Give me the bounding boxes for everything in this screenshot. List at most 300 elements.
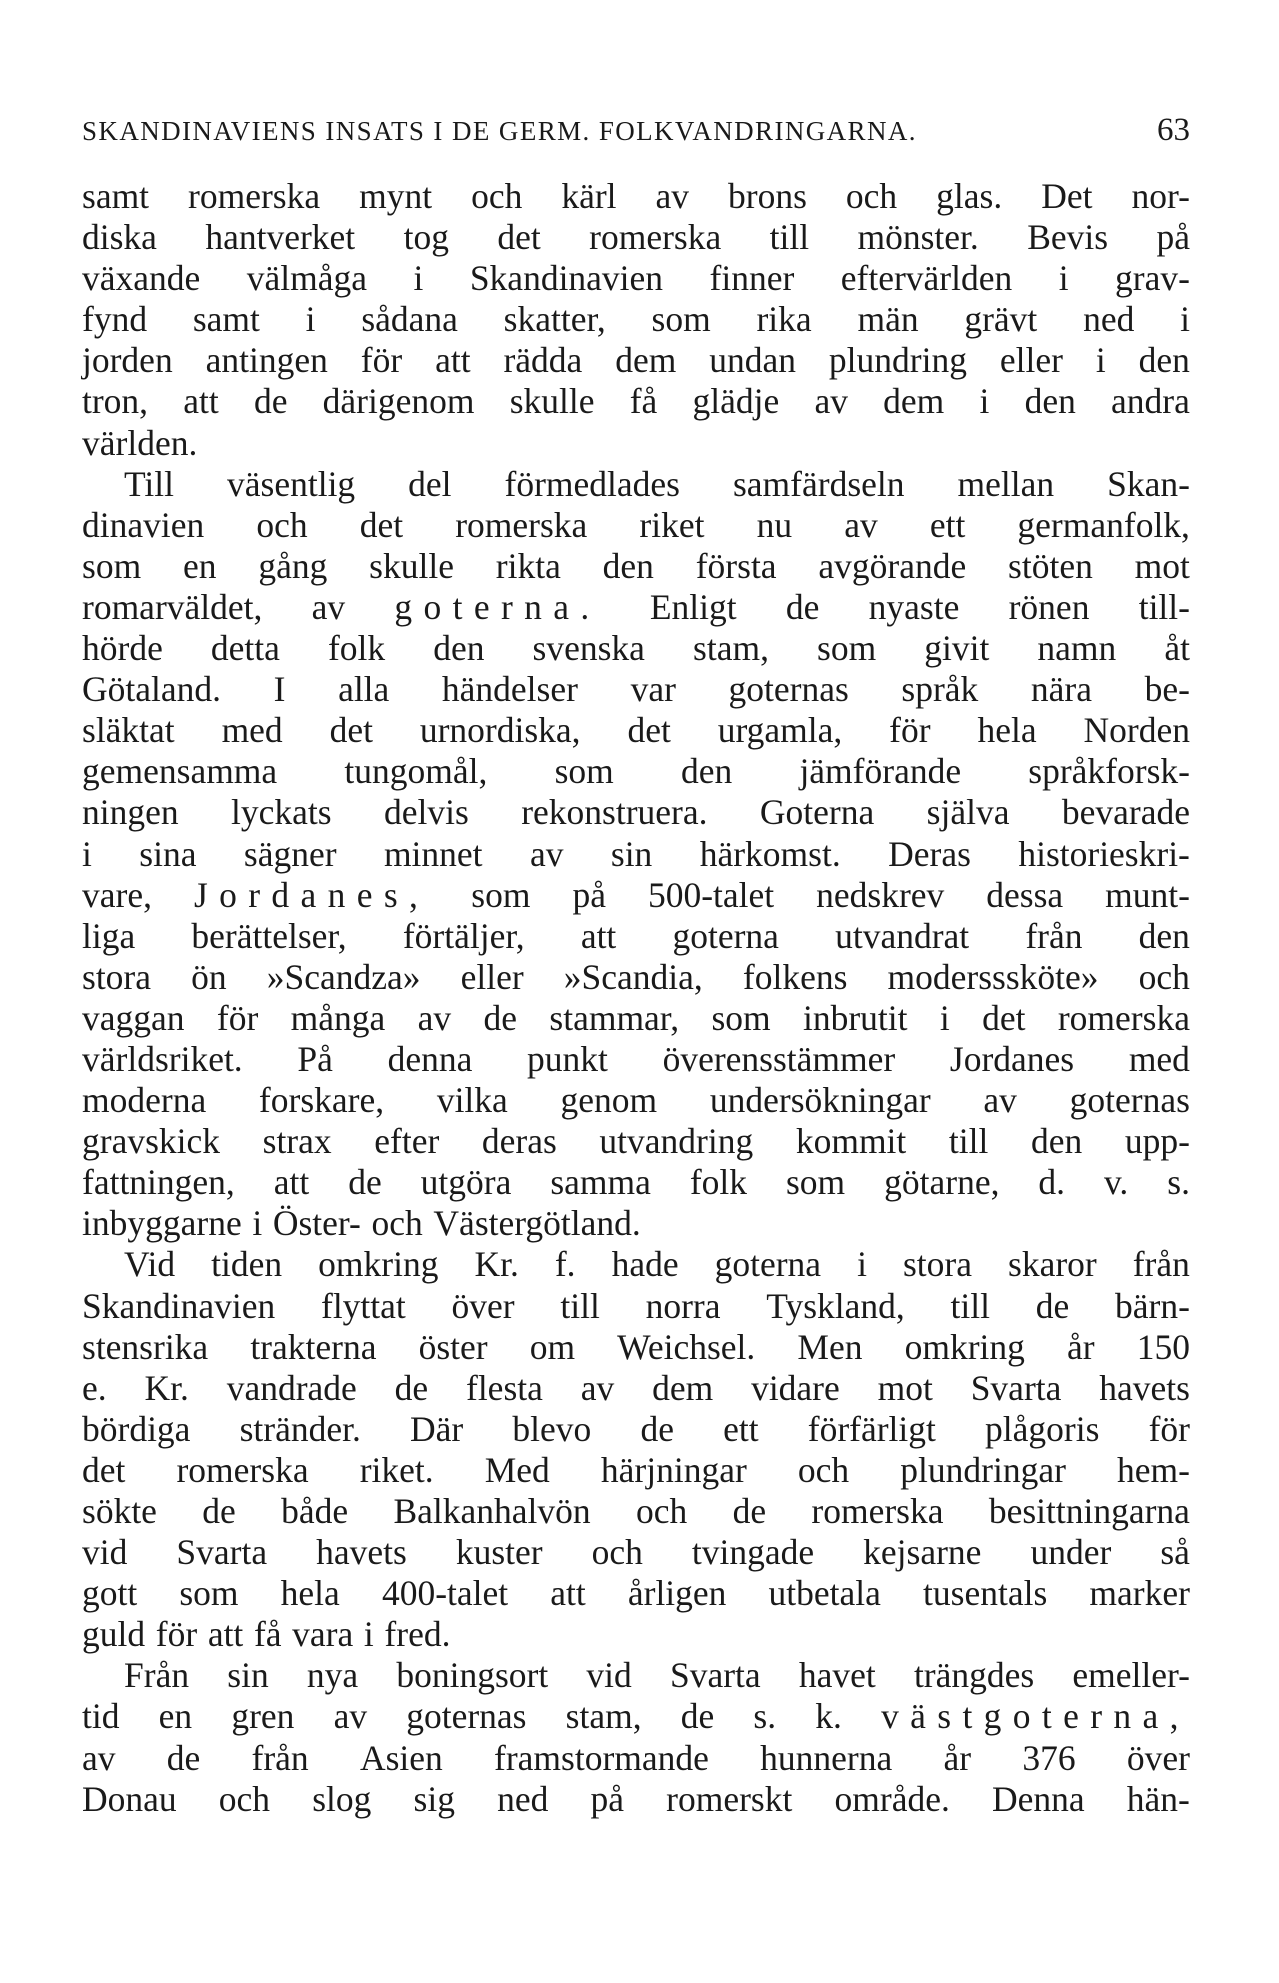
word: andra — [1111, 381, 1190, 422]
word: och — [218, 1778, 271, 1819]
word: gott — [82, 1573, 138, 1614]
word: världsriket. — [82, 1038, 243, 1079]
word: plundringar — [900, 1449, 1066, 1490]
word: eftervärlden — [840, 258, 1013, 299]
word: goternas — [1069, 1080, 1190, 1121]
word: rekonstruera. — [521, 792, 708, 833]
word: urnordiska, — [419, 710, 581, 751]
word: sökte — [82, 1491, 157, 1531]
text-line — [82, 792, 1190, 833]
word: från — [1132, 1244, 1190, 1285]
word: trakterna — [250, 1326, 377, 1367]
word: för — [155, 1614, 198, 1655]
word: dessa — [986, 874, 1064, 915]
text-line — [82, 1162, 1190, 1203]
word: tusentals — [923, 1573, 1048, 1614]
word: för — [360, 340, 403, 381]
word: havets — [1099, 1367, 1190, 1408]
word: goternas — [406, 1696, 527, 1737]
word: guld — [82, 1614, 146, 1655]
word: skatter, — [503, 299, 606, 340]
text-line — [82, 1244, 1190, 1285]
text-line — [82, 1655, 1190, 1696]
word: skulle — [369, 545, 454, 586]
word: och — [591, 1532, 643, 1573]
word: 400-talet — [381, 1573, 509, 1614]
text-line — [82, 669, 1190, 710]
word: en — [183, 545, 217, 586]
word: både — [281, 1491, 349, 1531]
word: Kr. — [144, 1367, 189, 1408]
word: Tyskland, — [766, 1285, 905, 1326]
word: i — [305, 299, 316, 340]
word: den — [1138, 915, 1190, 956]
word: detta — [210, 628, 280, 669]
word: med — [1128, 1038, 1190, 1079]
word: forskare, — [258, 1080, 385, 1121]
word: Asien — [359, 1737, 443, 1778]
word: första — [695, 545, 777, 586]
word: utvandrat — [835, 915, 970, 956]
word: Donau — [82, 1778, 177, 1819]
word: historieskri- — [1018, 833, 1190, 874]
word: stam, — [565, 1696, 642, 1737]
word: språkforsk- — [1028, 751, 1190, 792]
word: som — [651, 299, 711, 340]
word: flyttat — [321, 1285, 406, 1326]
word: de — [253, 381, 288, 422]
book-page — [82, 112, 1190, 1820]
word: Från — [124, 1655, 190, 1696]
word: i — [1180, 299, 1190, 340]
word: svenska — [532, 628, 645, 669]
word: av — [417, 997, 452, 1038]
word: delvis — [384, 792, 469, 833]
word: i — [857, 1244, 867, 1285]
word: i — [1095, 340, 1106, 381]
word: Jordanes — [949, 1038, 1075, 1079]
word: vidare — [751, 1367, 840, 1408]
text-line — [82, 875, 1190, 916]
word: folk — [689, 1162, 748, 1203]
running-head — [82, 112, 1190, 162]
word: de — [483, 997, 518, 1038]
word: hade — [611, 1244, 679, 1285]
word: tungomål, — [344, 751, 488, 792]
word: av — [82, 1737, 116, 1778]
word: område. — [834, 1778, 950, 1819]
word: till- — [1138, 586, 1190, 627]
word: av — [529, 833, 564, 874]
word: boningsort — [396, 1655, 549, 1696]
word: inbyggarne — [82, 1203, 242, 1244]
word: släktat — [82, 710, 175, 751]
text-line — [82, 546, 1190, 587]
word: och — [797, 1449, 850, 1490]
text-line — [82, 1614, 1190, 1655]
word: lyckats — [231, 792, 332, 833]
word: hän- — [1126, 1778, 1190, 1819]
word: stensrika — [82, 1326, 209, 1367]
word: »Scandia, — [563, 956, 703, 997]
word: Bevis — [1027, 217, 1109, 258]
word: vare, — [82, 874, 152, 915]
word: romerskt — [666, 1778, 793, 1819]
text-line — [82, 587, 1190, 628]
word: och — [1138, 956, 1190, 997]
word: mönster. — [857, 217, 979, 258]
word: av — [580, 1367, 615, 1408]
word: öster — [418, 1326, 488, 1367]
word: var — [630, 669, 676, 710]
text-line — [82, 340, 1190, 381]
word: sägner — [243, 833, 337, 874]
word: plundring — [828, 340, 967, 381]
word: skaror — [1008, 1244, 1097, 1285]
word: götarne, — [884, 1162, 1000, 1203]
word: ned — [497, 1778, 549, 1819]
text-line — [82, 1491, 1190, 1532]
word: finner — [709, 258, 795, 299]
word: utbetala — [768, 1573, 881, 1614]
word: givit — [924, 628, 990, 669]
text-line — [82, 1738, 1190, 1779]
running-title: SKANDINAVIENS INSATS I DE GERM. FOLKVANDRINGARNA. — [82, 116, 917, 146]
word: 150 — [1136, 1326, 1190, 1367]
word: stöten — [1008, 545, 1093, 586]
word: år — [1067, 1326, 1095, 1367]
word: ett — [723, 1408, 759, 1449]
word: stora — [82, 956, 152, 997]
word: flesta — [466, 1367, 543, 1408]
word: brons — [728, 176, 807, 216]
word: de — [732, 1491, 767, 1531]
word: Till — [124, 463, 175, 504]
word: rädda — [503, 340, 583, 381]
text-line — [82, 381, 1190, 422]
word: samfärdseln — [732, 463, 905, 504]
word: riket — [639, 504, 705, 545]
word: samma — [550, 1162, 651, 1203]
word: de — [1035, 1285, 1070, 1326]
word: de — [348, 1162, 382, 1203]
word: slog — [312, 1778, 372, 1819]
word: till — [948, 1121, 989, 1162]
word: fattningen, — [82, 1162, 235, 1203]
word: vid — [82, 1532, 128, 1573]
word: det — [359, 504, 404, 545]
word: mot — [1134, 545, 1190, 586]
word: Skan- — [1107, 463, 1190, 504]
word: den — [1030, 1121, 1083, 1162]
text-line — [82, 998, 1190, 1039]
word: inbrutit — [803, 997, 908, 1038]
word: nor- — [1131, 176, 1190, 216]
word: diska — [82, 217, 157, 258]
text-line — [82, 1203, 1190, 1244]
text-line — [82, 423, 1190, 464]
word: strax — [262, 1121, 332, 1162]
word: berättelser, — [191, 915, 347, 956]
word: kärl — [561, 176, 617, 216]
word: Götaland. — [82, 669, 222, 710]
word: goterna — [672, 915, 779, 956]
text-line — [82, 1450, 1190, 1491]
word: nedskrev — [816, 874, 945, 915]
text-line — [82, 1121, 1190, 1162]
word: romerska — [1057, 997, 1190, 1038]
word: den — [433, 628, 485, 669]
word: Men — [797, 1326, 863, 1367]
emphasized-word: goterna. — [394, 586, 601, 627]
word: de — [394, 1367, 429, 1408]
word: sig — [413, 1778, 455, 1819]
word: hem- — [1117, 1449, 1190, 1490]
word: på — [572, 874, 606, 915]
word: gemensamma — [82, 751, 278, 792]
word: i — [363, 1614, 374, 1655]
word: händelser — [441, 669, 578, 710]
word: hunnerna — [760, 1737, 893, 1778]
word: som — [817, 628, 877, 669]
word: romarväldet, — [82, 586, 263, 627]
word: sina — [139, 833, 197, 874]
word: deras — [481, 1121, 557, 1162]
word: Med — [484, 1449, 550, 1490]
word: rika — [756, 299, 812, 340]
word: och — [845, 176, 898, 216]
word: romerska — [589, 217, 722, 258]
word: de — [640, 1408, 674, 1449]
word: eller — [999, 340, 1063, 381]
word: tiden — [211, 1244, 283, 1285]
word: få — [629, 381, 658, 422]
word: att — [580, 915, 617, 956]
word: samt — [82, 176, 150, 216]
word: tog — [403, 217, 449, 258]
text-line — [82, 176, 1190, 217]
word: förtäljer, — [402, 915, 525, 956]
text-line — [82, 834, 1190, 875]
word: Svarta — [970, 1367, 1062, 1408]
text-line — [82, 751, 1190, 792]
word: vilka — [436, 1080, 508, 1121]
word: som — [554, 751, 614, 792]
word: dinavien — [82, 504, 205, 545]
text-line — [82, 464, 1190, 505]
word: i — [979, 381, 990, 422]
word: urgamla, — [717, 710, 843, 751]
text-line — [82, 710, 1190, 751]
word: Det — [1041, 176, 1093, 216]
word: folk — [327, 628, 386, 669]
word: mynt — [359, 176, 433, 216]
word: Skandinavien — [82, 1285, 276, 1326]
word: namn — [1037, 628, 1117, 669]
text-line — [82, 628, 1190, 669]
word: stora — [902, 1244, 972, 1285]
word: världen. — [82, 422, 198, 463]
word: sådana — [361, 299, 458, 340]
word: be- — [1144, 669, 1190, 710]
word: förfärligt — [807, 1408, 936, 1449]
word: som — [179, 1573, 239, 1614]
word: hörde — [82, 628, 163, 669]
word: Kr. — [474, 1244, 519, 1285]
word: omkring — [318, 1244, 439, 1285]
word: omkring — [904, 1326, 1025, 1367]
word: för — [889, 710, 931, 751]
word: som — [785, 1162, 846, 1203]
word: Denna — [991, 1778, 1085, 1819]
word: välmåga — [246, 258, 367, 299]
word: vaggan — [82, 997, 185, 1038]
word: v. — [1103, 1162, 1129, 1203]
word: tron, — [82, 381, 149, 422]
word: av — [983, 1080, 1017, 1121]
word: Skandinavien — [469, 258, 664, 299]
word: kommit — [795, 1121, 907, 1162]
word: undan — [709, 340, 797, 381]
word: stränder. — [239, 1408, 361, 1449]
word: Öster- — [272, 1203, 361, 1244]
word: hela — [977, 710, 1037, 751]
word: nu — [756, 504, 793, 545]
word: efter — [374, 1121, 440, 1162]
word: härkomst. — [699, 833, 841, 874]
word: det — [329, 710, 373, 751]
word: romerska — [188, 176, 321, 216]
word: kuster — [455, 1532, 543, 1573]
word: kejsarne — [863, 1532, 982, 1573]
word: Deras — [888, 833, 971, 874]
word: romerska — [455, 504, 588, 545]
page-number: 63 — [1157, 112, 1190, 148]
word: stam, — [693, 628, 769, 669]
word: fred. — [384, 1614, 451, 1655]
word: över — [1126, 1737, 1190, 1778]
text-line — [82, 1080, 1190, 1121]
word: i — [939, 997, 950, 1038]
word: och — [256, 504, 308, 545]
word: glas. — [936, 176, 1003, 216]
word: dem — [652, 1367, 714, 1408]
text-line — [82, 217, 1190, 258]
word: det — [497, 217, 541, 258]
word: d. — [1038, 1162, 1066, 1203]
word: tid — [82, 1696, 120, 1737]
word: del — [408, 463, 452, 504]
word: norra — [645, 1285, 721, 1326]
word: män — [857, 299, 919, 340]
word: grav- — [1115, 258, 1190, 299]
word: Goterna — [759, 792, 875, 833]
word: emeller- — [1072, 1655, 1190, 1696]
word: hela — [280, 1573, 340, 1614]
word: minnet — [383, 833, 483, 874]
word: vara — [292, 1614, 354, 1655]
word: dem — [615, 340, 677, 381]
word: väsentlig — [227, 463, 356, 504]
word: över — [451, 1285, 515, 1326]
word: Enligt — [649, 586, 737, 627]
word: tvingade — [691, 1532, 815, 1573]
word: munt- — [1105, 874, 1190, 915]
word: med — [221, 710, 283, 751]
word: utgöra — [420, 1162, 512, 1203]
word: modersssköte» — [887, 956, 1099, 997]
word: På — [297, 1038, 333, 1079]
word: som — [471, 874, 531, 915]
word: besittningarna — [988, 1491, 1190, 1531]
word: sin — [227, 1655, 269, 1696]
word: och — [635, 1491, 688, 1531]
word: Norden — [1083, 710, 1190, 751]
word: växande — [82, 258, 201, 299]
text-line — [82, 1573, 1190, 1614]
word: språk — [901, 669, 979, 710]
word: bevarade — [1061, 792, 1190, 833]
word: rikta — [495, 545, 561, 586]
word: Svarta — [176, 1532, 268, 1573]
emphasized-word: västgoterna, — [881, 1696, 1190, 1737]
word: gren — [231, 1696, 295, 1737]
word: av — [814, 381, 848, 422]
word: om — [529, 1326, 576, 1367]
word: som — [711, 997, 771, 1038]
word: 376 — [1022, 1737, 1076, 1778]
word: att — [183, 381, 219, 422]
word: till — [769, 217, 810, 258]
word: utvandring — [599, 1121, 754, 1162]
text-line — [82, 1409, 1190, 1450]
word: den — [1138, 340, 1190, 381]
word: den — [1024, 381, 1076, 422]
word: i — [413, 258, 424, 299]
word: rönen — [1008, 586, 1090, 627]
text-line — [82, 1532, 1190, 1573]
text-line — [82, 1779, 1190, 1820]
word: upp- — [1124, 1121, 1190, 1162]
word: de — [202, 1491, 236, 1531]
word: grävt — [964, 299, 1038, 340]
word: folkens — [742, 956, 848, 997]
word: att — [435, 340, 471, 381]
word: punkt — [527, 1038, 608, 1079]
word: från — [1025, 915, 1083, 956]
word: och — [371, 1203, 423, 1244]
word: på — [1156, 217, 1190, 258]
text-line — [82, 1327, 1190, 1368]
word: den — [602, 545, 654, 586]
word: glädje — [692, 381, 780, 422]
word: goterna — [714, 1244, 822, 1285]
word: mellan — [957, 463, 1055, 504]
word: f. — [554, 1244, 576, 1285]
word: hantverket — [205, 217, 356, 258]
word: fynd — [82, 299, 148, 340]
word: nyaste — [868, 586, 960, 627]
word: det — [82, 1449, 126, 1490]
word: ningen — [82, 792, 179, 833]
word: som — [82, 545, 142, 586]
word: gravskick — [82, 1121, 221, 1162]
word: romerska — [811, 1491, 944, 1531]
word: framstormande — [494, 1737, 709, 1778]
word: trängdes — [913, 1655, 1035, 1696]
word: härjningar — [600, 1449, 747, 1490]
word: Vid — [124, 1244, 176, 1285]
